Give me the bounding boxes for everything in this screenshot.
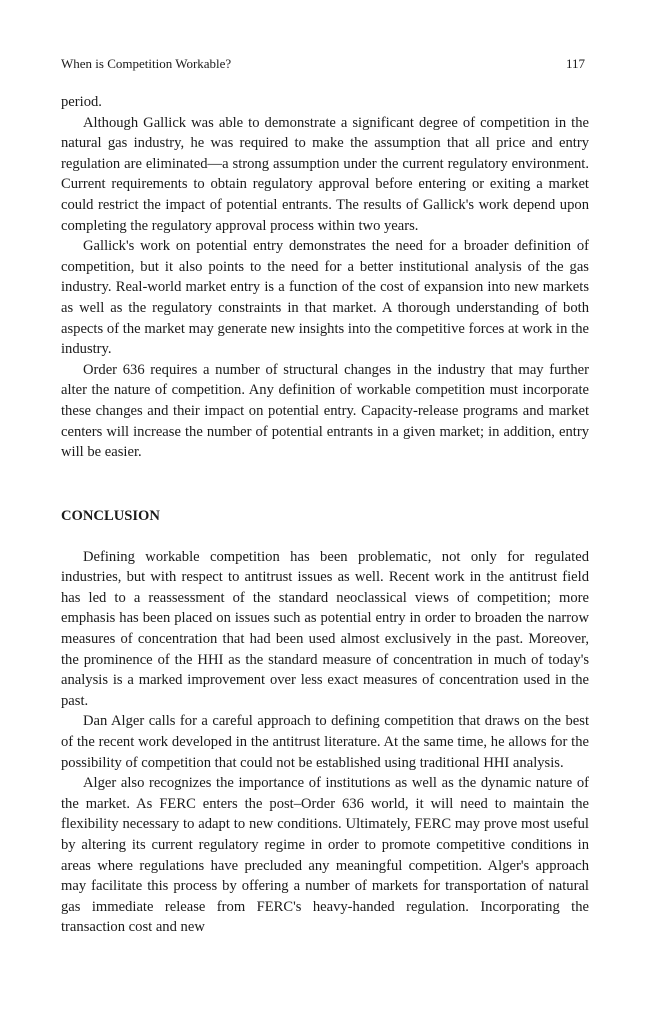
running-header (61, 56, 589, 72)
paragraph: Defining workable competition has been problematic, not only for regulated industries, but with respect to antitrust issues as well. Recent work in the antitrust field has led to a reassessment of the standard neoclassical views of competition; more emphasis has been placed on issues such as potential entry in order to broaden the narrow measures of concentration that had been used almost exclusively in the past. Moreover, the prominence of the HHI as the standard measure of concentration in much of today's analysis is a marked improvement over less exact measures of concentration used in the past. (61, 548, 589, 709)
running-title: When is Competition Workable? (61, 56, 232, 71)
page-number: 117 (565, 56, 585, 71)
book-page (61, 56, 589, 938)
conclusion-section (61, 547, 589, 938)
paragraph: Gallick's work on potential entry demonstrates the need for a broader definition of competition, but it also points to the need for a better institutional analysis of the gas industry. Real-world market entry is a function of the cost of expansion into new markets as well as the regulatory constraints in that market. A thorough understanding of both aspects of the market may generate new insights into the competitive forces at work in the industry. (61, 238, 589, 358)
paragraph: Alger also recognizes the importance of institutions as well as the dynamic nature of the market. As FERC enters the post–Order 636 world, it will need to maintain the flexibility necessary to adapt to new conditions. Ultimately, FERC may prove most useful by altering its current regulatory regime in order to promote competitive conditions in areas where regulations have precluded any meaningful competition. Alger's approach may facilitate this process by offering a number of markets for transportation of natural gas immediate release from FERC's heavy-handed regulation. Incorporating the transaction cost and new (61, 775, 589, 936)
paragraph: Dan Alger calls for a careful approach to defining competition that draws on the best of the recent work developed in the antitrust literature. At the same time, he allows for the possibility of competition that could not be established using traditional HHI analysis. (61, 713, 589, 771)
conclusion-heading: CONCLUSION (61, 507, 160, 524)
paragraph: Although Gallick was able to demonstrate a significant degree of competition in the natural gas industry, he was required to make the assumption that all price and entry regulation are eliminated—a strong assumption under the current regulatory environment. Current requirements to obtain regulatory approval before entering or exiting a market could restrict the impact of potential entrants. The results of Gallick's work depend upon completing the regulatory approval process within two years. (61, 114, 589, 234)
section-continued (61, 92, 589, 463)
paragraph: Order 636 requires a number of structural changes in the industry that may further alter the nature of competition. Any definition of workable competition must incorporate these changes and their impact on potential entry. Capacity-release programs and market centers will increase the number of potential entrants in a given market; in addition, entry will be easier. (61, 361, 589, 461)
paragraph: period. (61, 94, 102, 110)
